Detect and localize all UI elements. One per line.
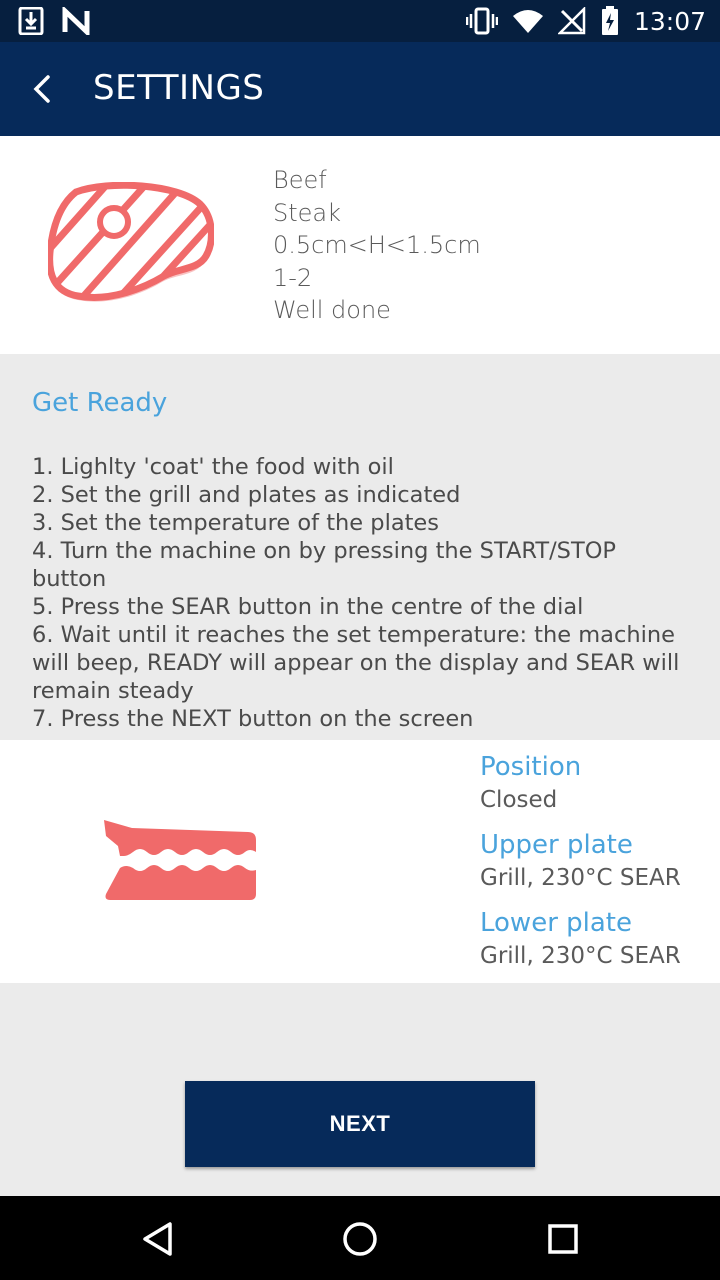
grill-position-card [0, 740, 720, 983]
get-ready-title: Get Ready [32, 388, 168, 418]
step-item: 6. Wait until it reaches the set temperature: the machine will beep, READY will appear on the display and SEAR will remain steady [32, 622, 687, 704]
food-category: Beef [273, 166, 327, 194]
position-value: Closed [480, 787, 558, 813]
food-doneness: Well done [273, 296, 391, 325]
food-thickness: 0.5cm<H<1.5cm [273, 231, 481, 260]
step-item: 5. Press the SEAR button in the centre of the dial [32, 594, 584, 620]
lower-plate-label: Lower plate [480, 908, 633, 938]
steak-icon [48, 182, 214, 306]
upper-plate-value: Grill, 230°C SEAR [480, 865, 681, 891]
home-circle-icon[interactable] [337, 1216, 383, 1262]
app-bar [0, 42, 720, 136]
download-icon [18, 7, 44, 35]
back-triangle-icon[interactable] [136, 1216, 182, 1262]
next-button[interactable]: NEXT [185, 1081, 535, 1167]
step-item: 1. Lighlty 'coat' the food with oil [32, 454, 394, 480]
step-item: 2. Set the grill and plates as indicated [32, 482, 461, 508]
lower-plate-value: Grill, 230°C SEAR [480, 943, 681, 969]
food-quantity: 1-2 [273, 263, 313, 292]
get-ready-section [0, 354, 720, 740]
food-details [273, 164, 481, 327]
n-icon [62, 7, 90, 35]
upper-plate-label: Upper plate [480, 830, 633, 860]
vibrate-icon [466, 7, 498, 35]
food-type: Steak [273, 198, 342, 227]
steps-list [32, 453, 692, 733]
battery-charging-icon [600, 6, 620, 36]
step-item: 3. Set the temperature of the plates [32, 510, 439, 536]
navigation-bar [0, 1196, 720, 1280]
page-title: SETTINGS [93, 68, 265, 108]
back-button[interactable] [18, 62, 66, 116]
grill-settings-list [480, 750, 681, 984]
wifi-icon [512, 8, 544, 34]
signal-off-icon [558, 7, 586, 35]
step-item: 7. Press the NEXT button on the screen [32, 706, 474, 732]
grill-closed-icon [100, 818, 260, 904]
clock: 13:07 [633, 6, 706, 36]
position-label: Position [480, 752, 582, 782]
status-bar [0, 0, 720, 42]
step-item: 4. Turn the machine on by pressing the START/STOP button [32, 538, 624, 592]
recents-square-icon[interactable] [540, 1216, 586, 1262]
food-summary-card [0, 136, 720, 354]
back-arrow-icon [31, 74, 53, 104]
